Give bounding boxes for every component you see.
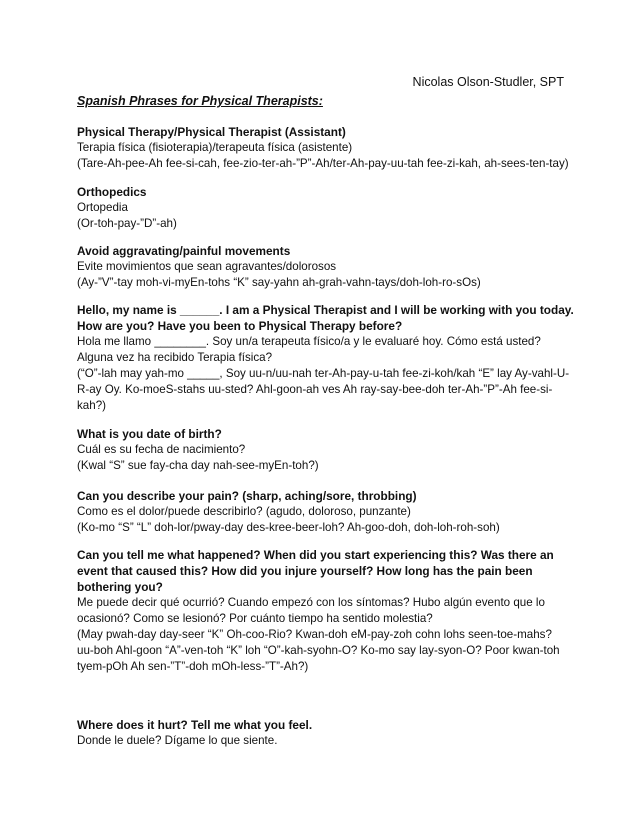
spanish-phrase: Me puede decir qué ocurrió? Cuando empezó con los síntomas? Hubo algún evento que lo — [77, 596, 545, 609]
pronunciation: kah?) — [77, 399, 107, 412]
section-where-hurt — [77, 717, 577, 749]
section-heading: Avoid aggravating/painful movements — [77, 244, 291, 258]
spanish-phrase: Ortopedia — [77, 201, 128, 214]
section-heading-line: How are you? Have you been to Physical Therapy before? — [77, 319, 403, 333]
section-what-happened — [77, 547, 577, 675]
spanish-phrase: Alguna vez ha recibido Terapia física? — [77, 351, 273, 364]
document-title: Spanish Phrases for Physical Therapists: — [77, 94, 323, 108]
section-heading: Where does it hurt? Tell me what you feel. — [77, 718, 313, 732]
spanish-phrase: Hola me llamo ________. Soy un/a terapeuta físico/a y le evaluaré hoy. Cómo está usted? — [77, 335, 541, 348]
spanish-phrase: Como es el dolor/puede describirlo? (agudo, doloroso, punzante) — [77, 505, 411, 518]
spanish-phrase: Cuál es su fecha de nacimiento? — [77, 443, 246, 456]
pronunciation: (Or-toh-pay-”D”-ah) — [77, 217, 177, 230]
spanish-phrase: Evite movimientos que sean agravantes/dolorosos — [77, 260, 337, 273]
section-heading-line: bothering you? — [77, 580, 163, 594]
author-line: Nicolas Olson-Studler, SPT — [412, 75, 564, 89]
section-heading: Can you describe your pain? (sharp, aching/sore, throbbing) — [77, 489, 417, 503]
section-heading-line: Hello, my name is ______. I am a Physical Therapist and I will be working with you today. — [77, 303, 574, 317]
pronunciation: (“O”-lah may yah-mo _____, Soy uu-n/uu-nah ter-Ah-pay-u-tah fee-zi-koh/kah “E” lay Ay-vahl-U- — [77, 367, 570, 380]
section-avoid-movements — [77, 243, 577, 291]
pronunciation: R-ay Oy. Ko-moeS-stahs uu-sted? Ahl-goon-ah ves Ah ray-say-bee-doh ter-Ah-”P”-Ah fee-si- — [77, 383, 553, 396]
pronunciation: (Ko-mo “S” “L” doh-lor/pway-day des-kree-beer-loh? Ah-goo-doh, doh-loh-roh-soh) — [77, 521, 500, 534]
section-describe-pain — [77, 488, 577, 536]
spanish-phrase: Donde le duele? Dígame lo que siente. — [77, 734, 278, 747]
section-heading: Physical Therapy/Physical Therapist (Assistant) — [77, 125, 346, 139]
section-orthopedics — [77, 184, 577, 232]
section-heading-line: Can you tell me what happened? When did you start experiencing this? Was there an — [77, 548, 554, 562]
section-physical-therapy — [77, 124, 577, 172]
section-heading: Orthopedics — [77, 185, 147, 199]
pronunciation: (Kwal “S” sue fay-cha day nah-see-myEn-toh?) — [77, 459, 319, 472]
pronunciation: (Ay-”V”-tay moh-vi-myEn-tohs “K” say-yahn ah-grah-vahn-tays/doh-loh-ro-sOs) — [77, 276, 481, 289]
pronunciation: tyem-pOh Ah sen-”T”-doh mOh-less-”T”-Ah?) — [77, 660, 309, 673]
section-date-of-birth — [77, 426, 577, 474]
spanish-phrase: ocasionó? Como se lesionó? Por cuánto tiempo ha sentido molestia? — [77, 612, 433, 625]
pronunciation: (May pwah-day day-seer “K” Oh-coo-Rio? Kwan-doh eM-pay-zoh cohn lohs seen-toe-mahs? — [77, 628, 552, 641]
pronunciation: uu-boh Ahl-goon “A”-ven-toh “K” loh “O”-kah-syohn-O? Ko-mo say lay-syon-O? Poor kwan-toh — [77, 644, 560, 657]
section-heading: What is you date of birth? — [77, 427, 222, 441]
spanish-phrase: Terapia física (fisioterapia)/terapeuta física (asistente) — [77, 141, 353, 154]
pronunciation: (Tare-Ah-pee-Ah fee-si-cah, fee-zio-ter-ah-”P”-Ah/ter-Ah-pay-uu-tah fee-zi-kah, ah-sees-ten-tay) — [77, 157, 569, 170]
section-introduction — [77, 302, 577, 414]
section-heading-line: event that caused this? How did you injure yourself? How long has the pain been — [77, 564, 533, 578]
